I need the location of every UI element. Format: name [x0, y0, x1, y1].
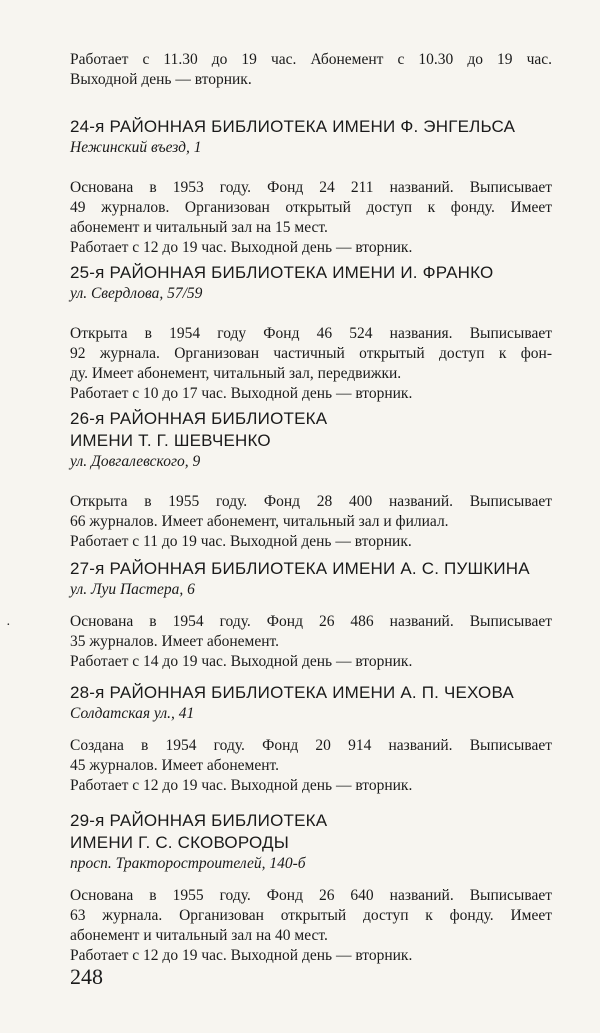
margin-mark: ·: [6, 618, 11, 633]
entry-body-line: абонемент и читальный зал на 40 мест.: [70, 927, 328, 944]
entry-title-line: ИМЕНИ Т. Г. ШЕВЧЕНКО: [70, 431, 271, 450]
library-entry-27: [70, 558, 552, 672]
entry-title-line: 29-я РАЙОННАЯ БИБЛИОТЕКА: [70, 811, 328, 830]
entry-address: ул. Довгалевского, 9: [70, 453, 201, 470]
entry-body-line: ду. Имеет абонемент, читальный зал, передвижки.: [70, 365, 402, 382]
entry-title: [70, 682, 552, 704]
entry-title-line: 26-я РАЙОННАЯ БИБЛИОТЕКА: [70, 409, 328, 428]
entry-address: Солдатская ул., 41: [70, 705, 195, 722]
intro-block: [70, 50, 552, 90]
entry-title-line: 27-я РАЙОННАЯ БИБЛИОТЕКА ИМЕНИ А. С. ПУШКИНА: [70, 559, 530, 578]
entry-title: [70, 262, 552, 284]
entry-body-line: Основана в 1955 году. Фонд 26 640 названий. Выписывает: [70, 887, 552, 904]
entry-hours: Работает с 12 до 19 час. Выходной день — вторник.: [70, 239, 413, 256]
entry-body-line: Создана в 1954 году. Фонд 20 914 названий. Выписывает: [70, 737, 552, 754]
entry-title-line: 28-я РАЙОННАЯ БИБЛИОТЕКА ИМЕНИ А. П. ЧЕХОВА: [70, 683, 514, 702]
entry-hours: Работает с 11 до 19 час. Выходной день — вторник.: [70, 533, 412, 550]
entry-body-line: Основана в 1953 году. Фонд 24 211 названий. Выписывает: [70, 179, 552, 196]
entry-title-line: ИМЕНИ Г. С. СКОВОРОДЫ: [70, 833, 290, 852]
page-number: 248: [70, 964, 103, 989]
entry-body-line: Открыта в 1954 году Фонд 46 524 названия. Выписывает: [70, 325, 552, 342]
library-entry-28: [70, 682, 552, 796]
entry-address: ул. Луи Пастера, 6: [70, 581, 195, 598]
entry-body-line: Открыта в 1955 году. Фонд 28 400 названий. Выписывает: [70, 493, 552, 510]
entry-address: ул. Свердлова, 57/59: [70, 285, 203, 302]
entry-hours: Работает с 10 до 17 час. Выходной день — вторник.: [70, 385, 413, 402]
entry-body-line: 66 журналов. Имеет абонемент, читальный зал и филиал.: [70, 513, 449, 530]
entry-title: [70, 116, 552, 138]
entry-address: Нежинский въезд, 1: [70, 139, 202, 156]
entry-title: [70, 408, 552, 452]
entry-body-line: 45 журналов. Имеет абонемент.: [70, 757, 280, 774]
entry-body-line: абонемент и читальный зал на 15 мест.: [70, 219, 328, 236]
intro-line-2: Выходной день — вторник.: [70, 71, 252, 88]
entry-body-line: 49 журналов. Организован открытый доступ к фонду. Имеет: [70, 199, 552, 216]
intro-line-1: Работает с 11.30 до 19 час. Абонемент с 10.30 до 19 час.: [70, 51, 552, 68]
entry-title-line: 25-я РАЙОННАЯ БИБЛИОТЕКА ИМЕНИ И. ФРАНКО: [70, 263, 494, 282]
entry-body-line: 63 журнала. Организован открытый доступ к фонду. Имеет: [70, 907, 552, 924]
entry-hours: Работает с 12 до 19 час. Выходной день — вторник.: [70, 947, 413, 964]
entry-title: [70, 810, 552, 854]
entry-hours: Работает с 12 до 19 час. Выходной день — вторник.: [70, 777, 413, 794]
library-entry-24: [70, 116, 552, 258]
entry-hours: Работает с 14 до 19 час. Выходной день — вторник.: [70, 653, 413, 670]
entry-title-line: 24-я РАЙОННАЯ БИБЛИОТЕКА ИМЕНИ Ф. ЭНГЕЛЬСА: [70, 117, 516, 136]
entry-body-line: Основана в 1954 году. Фонд 26 486 названий. Выписывает: [70, 613, 552, 630]
entry-body-line: 92 журнала. Организован частичный открытый доступ к фон-: [70, 345, 552, 362]
entry-title: [70, 558, 552, 580]
entry-body-line: 35 журналов. Имеет абонемент.: [70, 633, 280, 650]
library-entry-29: [70, 810, 552, 966]
library-entry-25: [70, 262, 552, 404]
library-entry-26: [70, 408, 552, 552]
entry-address: просп. Тракторостроителей, 140-б: [70, 855, 306, 872]
